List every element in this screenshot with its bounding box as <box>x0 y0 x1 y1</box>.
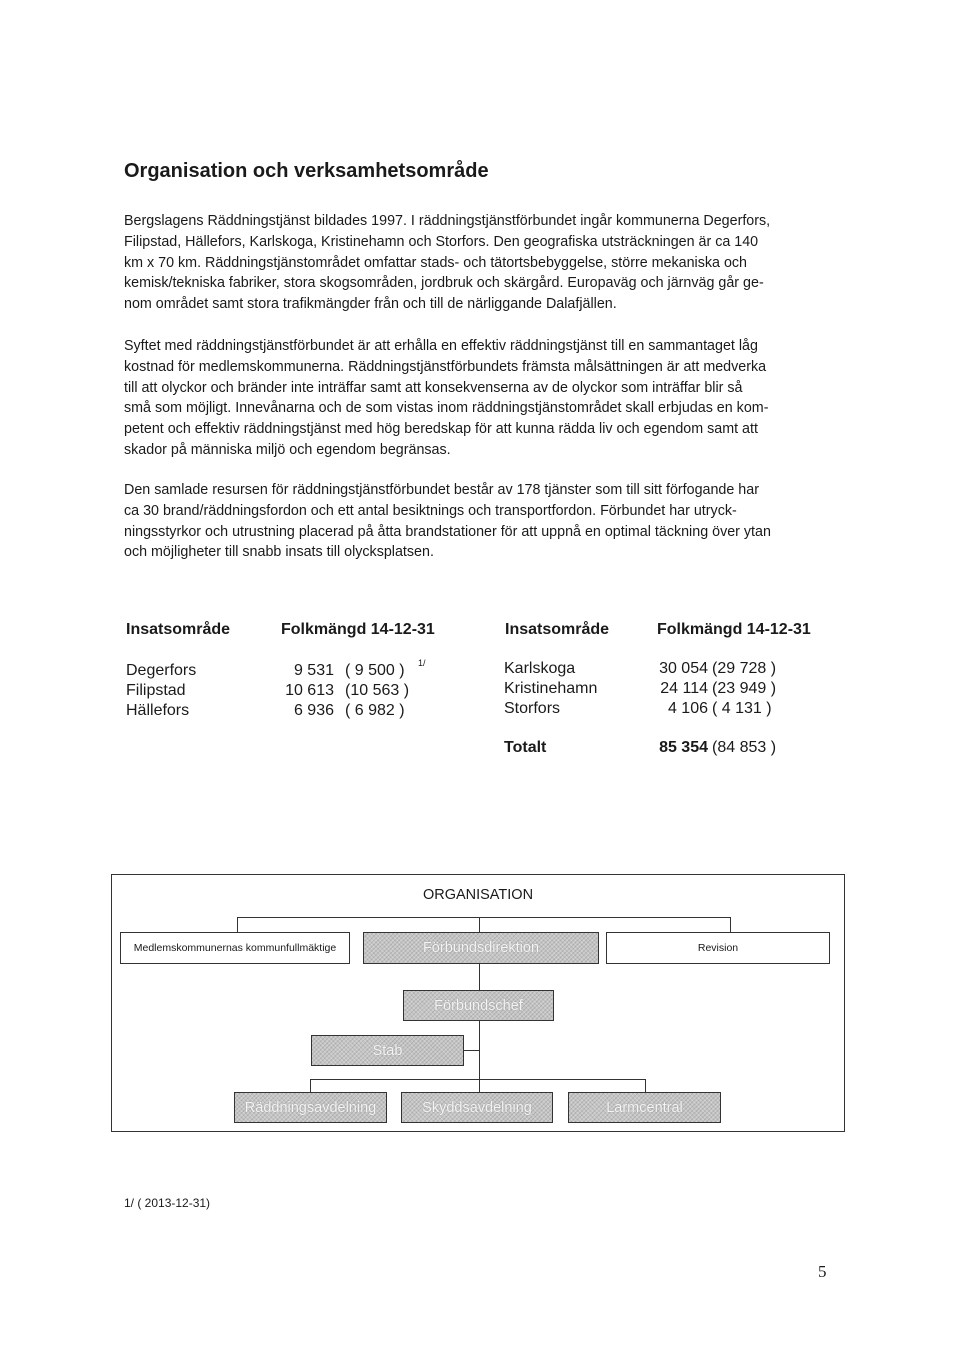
table-cell-pop: 4 106 <box>667 700 708 717</box>
org-connector <box>479 964 480 990</box>
org-connector <box>310 1079 311 1092</box>
table-cell-prev: (10 563 ) <box>345 682 410 699</box>
org-box-members: Medlemskommunernas kommunfullmäktige <box>120 932 350 964</box>
table-header-area-right: Insatsområde <box>505 621 610 638</box>
table-cell-area: Hällefors <box>126 702 190 719</box>
text-line: och möjligheter till snabb insats till olycksplatsen. <box>124 544 434 561</box>
table-total-pop: 85 354 <box>659 739 708 756</box>
text-line: små som möjligt. Innevånarna och de som vistas inom räddningstjänstområdet skall erbjudas en kom- <box>124 400 769 417</box>
org-box-skyddsavdelning: Skyddsavdelning <box>401 1092 553 1123</box>
text-line: Syftet med räddningstjänstförbundet är att erhålla en effektiv räddningstjänst till en sammantaget låg <box>124 338 758 354</box>
org-connector <box>730 917 731 932</box>
table-cell-pop: 6 936 <box>293 702 334 719</box>
org-chart-title: ORGANISATION <box>422 887 534 903</box>
table-cell-area: Karlskoga <box>504 660 576 677</box>
org-connector <box>479 917 480 932</box>
org-connector <box>310 1079 646 1080</box>
table-cell-prev: (29 728 ) <box>712 660 777 677</box>
table-cell-prev: ( 6 982 ) <box>345 702 405 719</box>
table-cell-pop: 30 054 <box>659 660 708 677</box>
org-box-raddningsavdelning: Räddningsavdelning <box>234 1092 387 1123</box>
text-line: kostnad för medlemskommunerna. Räddningstjänstförbundets främsta målsättningen är att medverka <box>124 358 767 375</box>
table-cell-area: Kristinehamn <box>504 680 598 697</box>
table-cell-area: Storfors <box>504 700 561 717</box>
org-box-larmcentral: Larmcentral <box>568 1092 721 1123</box>
text-line: Bergslagens Räddningstjänst bildades 1997. I räddningstjänstförbundet ingår kommunerna Degerfors, <box>124 213 771 229</box>
text-line: ca 30 brand/räddningsfordon och ett antal besiktnings och transportfordon. Förbundet har utryck- <box>124 502 737 519</box>
resources-paragraph <box>124 480 824 563</box>
purpose-paragraph <box>124 336 824 461</box>
text-line: skador på människa miljö och egendom begränsas. <box>124 441 451 458</box>
table-cell-prev: (23 949 ) <box>712 680 777 697</box>
footnote: 1/ ( 2013-12-31) <box>124 1196 211 1210</box>
table-header-area-left: Insatsområde <box>126 621 231 638</box>
text-line: Den samlade resursen för räddningstjänstförbundet består av 178 tjänster som till sitt förfogande har <box>124 482 759 498</box>
table-total-prev: (84 853 ) <box>712 739 777 756</box>
page-number: 5 <box>818 1262 827 1281</box>
text-line: nom området samt stora trafikmängder från och till de närliggande Dalafjällen. <box>124 296 617 313</box>
intro-paragraph <box>124 211 824 315</box>
table-total-label: Totalt <box>504 739 547 756</box>
text-line: petent och effektiv räddningstjänst med hög beredskap för att kunna rädda liv och egendom samt att <box>124 421 758 438</box>
page-title: Organisation och verksamhetsområde <box>124 160 489 182</box>
org-box-direktion: Förbundsdirektion <box>363 932 599 964</box>
table-cell-area: Filipstad <box>126 682 186 699</box>
table-cell-pop: 10 613 <box>285 682 334 699</box>
footnote-marker: 1/ <box>418 658 426 668</box>
text-line: till att olyckor och bränder inte inträffar samt att konsekvenserna av de olyckor som inträffar blir så <box>124 379 743 396</box>
org-box-stab: Stab <box>311 1035 464 1066</box>
org-connector <box>479 1079 480 1092</box>
table-header-pop-right: Folkmängd 14-12-31 <box>657 621 811 638</box>
org-box-revision: Revision <box>606 932 830 964</box>
text-line: km x 70 km. Räddningstjänstområdet omfattar stads- och tätortsbebyggelse, större mekaniska och <box>124 254 747 271</box>
text-line: kemisk/tekniska fabriker, stora skogsområden, jordbruk och skärgård. Europaväg och järnväg går ge- <box>124 275 764 292</box>
org-box-chef: Förbundschef <box>403 990 554 1021</box>
text-line: ningsstyrkor och utrustning placerad på åtta brandstationer för att uppnå en optimal täckning över ytan <box>124 523 771 540</box>
org-connector <box>237 917 238 932</box>
table-cell-prev: ( 4 131 ) <box>712 700 772 717</box>
table-cell-pop: 9 531 <box>293 662 334 679</box>
org-connector <box>464 1050 480 1051</box>
text-line: Filipstad, Hällefors, Karlskoga, Kristinehamn och Storfors. Den geografiska utsträckningen är ca 140 <box>124 233 759 250</box>
org-connector <box>645 1079 646 1092</box>
table-cell-prev: ( 9 500 ) <box>345 662 405 679</box>
table-cell-area: Degerfors <box>126 662 197 679</box>
org-connector <box>237 917 731 918</box>
table-cell-pop: 24 114 <box>660 680 708 697</box>
table-header-pop-left: Folkmängd 14-12-31 <box>281 621 435 638</box>
